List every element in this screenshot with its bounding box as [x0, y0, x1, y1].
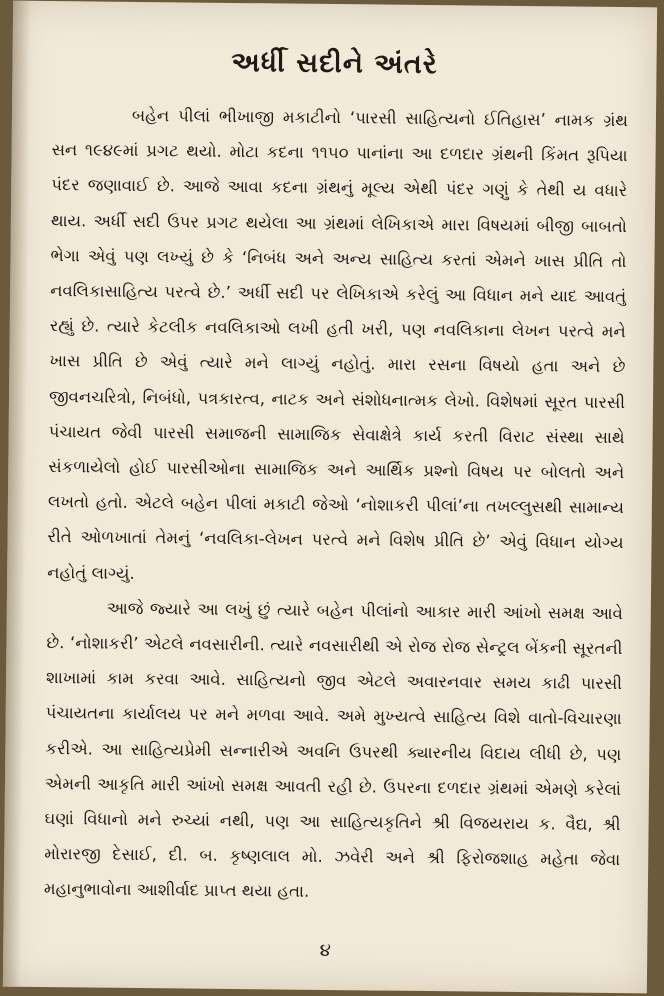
paragraph-2: આજે જ્યારે આ લખું છું ત્યારે બહેન પીલાંનો આકાર મારી આંખો સમક્ષ આવે છે. ‘નોશાકરી’ એટલે નવસારીની. ત્યારે નવસારીથી એ રોજ રોજ સેન્ટ્રલ બેંકની સૂરતની શાખામાં કામ કરવા આવે. સાહિત્યનો જીવ એટલે અવારનવાર સમય કાઢી પારસી પંચાયતના કાર્યાલય પર મને મળવા આવે. અમે મુખ્યત્વે સાહિત્ય વિશે વાતો-વિચારણા કરીએ. આ સાહિત્યપ્રેમી સન્નારીએ અવનિ ઉપરથી ક્યારનીય વિદાય લીધી છે, પણ એમની આકૃતિ મારી આંખો સમક્ષ આવતી રહી છે. ઉપરના દળદાર ગ્રંથમાં એમણે કરેલાં ઘણાં વિધાનો મને રુચ્યાં નથી, પણ આ સાહિત્યકૃતિને શ્રી વિજયરાય ક. વૈદ્ય, શ્રી મોરારજી દેસાઈ, દી. બ. કૃષ્ણલાલ મો. ઝવેરી અને શ્રી ફિરોજશાહ મહેતા જેવા મહાનુભાવોના આશીર્વાદ પ્રાપ્ત થયા હતા.: [43, 598, 623, 902]
page-number: ૪: [319, 939, 331, 962]
book-page: [3, 1, 657, 994]
paragraph-1: બહેન પીલાં ભીખાજી મકાટીનો ‘પારસી સાહિત્યનો ઈતિહાસ’ નામક ગ્રંથ સન ૧૯૪૯માં પ્રગટ થયો. મોટા કદના ૧૧૫૦ પાનાંના આ દળદાર ગ્રંથની કિંમત રૂપિયા પંદર જણાવાઈ છે. આજે આવા કદના ગ્રંથનું મૂલ્ય એથી પંદર ગણું કે તેથી ય વધારે થાય. અર્ધી સદી ઉપર પ્રગટ થયેલા આ ગ્રંથમાં લેખિકાએ મારા વિષયમાં બીજી બાબતો ભેગા એવું પણ લખ્યું છે કે ‘નિબંધ અને અન્ય સાહિત્ય કરતાં એમને ખાસ પ્રીતિ તો નવલિકાસાહિત્ય પરત્વે છે.’ અર્ધી સદી પર લેખિકાએ કરેલું આ વિધાન મને યાદ આવતું રહ્યું છે. ત્યારે કેટલીક નવલિકાઓ લખી હતી ખરી, પણ નવલિકાના લેખન પરત્વે મને ખાસ પ્રીતિ છે એવું ત્યારે મને લાગ્યું નહોતું. મારા રસના વિષયો હતા અને છે જીવનચરિત્રો, નિબંધો, પત્રકારત્વ, નાટક અને સંશોધનાત્મક લેખો. વિશેષમાં સૂરત પારસી પંચાયત જેવી પારસી સમાજની સામાજિક સેવાક્ષેત્રે કાર્ય કરતી વિરાટ સંસ્થા સાથે સંકળાયેલો હોઈ પારસીઓના સામાજિક અને આર્થિક પ્રશ્નો વિષય પર બોલતો અને લખતો હતો. એટલે બહેન પીલાં મકાટી જેઓ ‘નોશાકરી પીલાં’ના તખલ્લુસથી સામાન્ય રીતે ઓળખાતાં તેમનું ‘નવલિકા-લેખન પરત્વે મને વિશેષ પ્રીતિ છે’ એવું વિધાન યોગ્ય નહોતું લાગ્યું.: [47, 105, 629, 583]
page-spine-shadow: [3, 1, 31, 987]
body-text: [44, 97, 628, 913]
chapter-title: અર્ધી સદીને અંતરે: [231, 46, 438, 81]
